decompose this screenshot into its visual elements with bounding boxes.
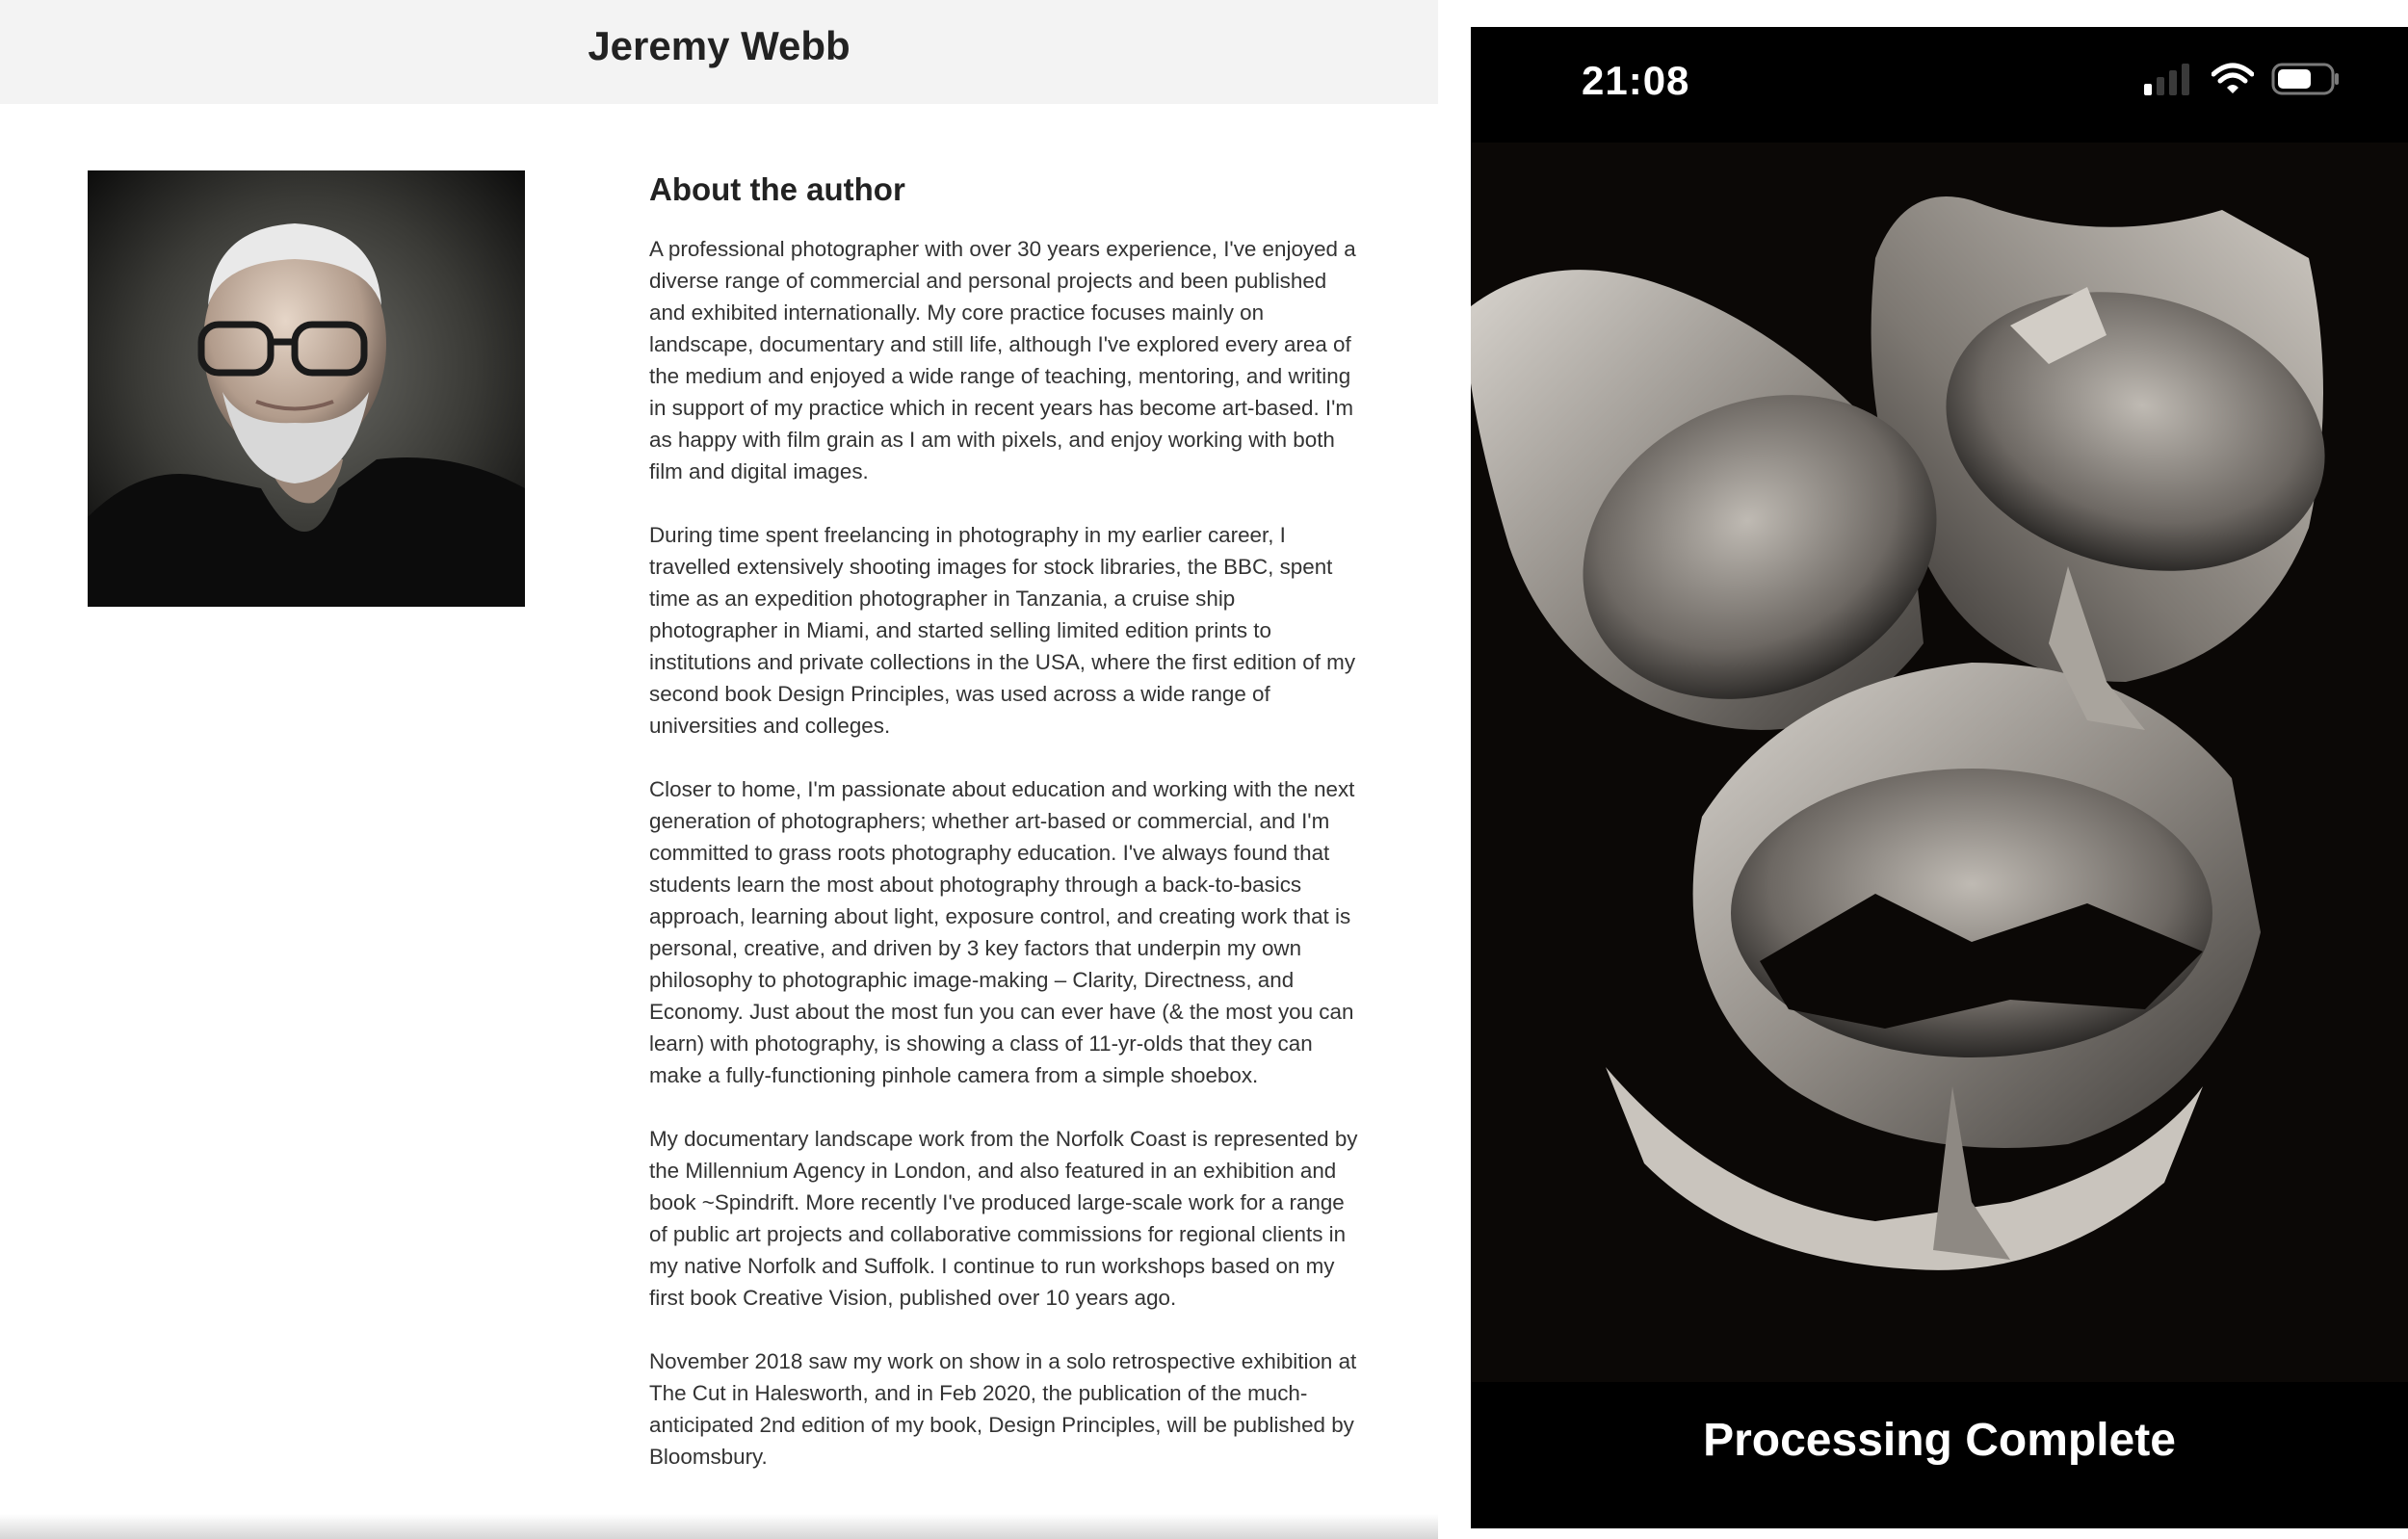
abstract-artwork xyxy=(1471,143,2408,1382)
about-paragraph: A professional photographer with over 30 years experience, I've enjoyed a diverse range of commercial and personal projects and been published and exhibited internationally. My core practice focuses mainly on landscape, documentary and still life, although I've explored every area of the medium and enjoyed a wide range of teaching, mentoring, and writing in support of my practice which in recent years has become art-based. I'm as happy with film grain as I am with pixels, and enjoy working with both film and digital images. xyxy=(649,237,1356,483)
about-paragraph: Closer to home, I'm passionate about education and working with the next generation of photographers; whether art-based or commercial, and I'm committed to grass roots photography education. I've always found that students learn the most about photography through a back-to-basics approach, learning about light, exposure control, and creating work that is personal, creative, and driven by 3 key factors that underpin my own philosophy to photographic image-making – Clarity, Directness, and Economy. Just about the most fun you can ever have (& the most you can learn) with photography, is showing a class of 11-yr-olds that they can make a fully-functioning pinhole camera from a simple shoebox. xyxy=(649,777,1355,1087)
author-photo xyxy=(88,170,525,607)
about-paragraph: November 2018 saw my work on show in a solo retrospective exhibition at The Cut in Halesworth, and in Feb 2020, the publication of the much-anticipated 2nd edition of my book, Design Principles, will be published by Bloomsbury. xyxy=(649,1349,1357,1469)
about-paragraph: During time spent freelancing in photography in my earlier career, I travelled extensively shooting images for stock libraries, the BBC, spent time as an expedition photographer in Tanzania, a cruise ship photographer in Miami, and started selling limited edition prints to institutions and private collections in the USA, where the first edition of my second book Design Principles, was used across a wide range of universities and colleges. xyxy=(649,523,1356,738)
wifi-icon xyxy=(2212,63,2254,100)
status-icons xyxy=(2144,62,2341,101)
page-header xyxy=(0,0,1438,104)
status-bar xyxy=(1471,27,2408,143)
battery-icon xyxy=(2271,62,2341,101)
cellular-signal-icon xyxy=(2144,63,2194,100)
bottom-fade xyxy=(0,1514,1438,1539)
about-section xyxy=(649,171,1362,1504)
phone-screenshot xyxy=(1471,27,2408,1528)
status-time: 21:08 xyxy=(1582,58,1690,103)
processing-caption: Processing Complete xyxy=(1703,1415,2176,1466)
about-heading: About the author xyxy=(649,171,905,207)
author-name: Jeremy Webb xyxy=(588,23,851,68)
about-paragraph: My documentary landscape work from the Norfolk Coast is represented by the Millennium Agency in London, and also featured in an exhibition and book ~Spindrift. More recently I've produced large-scale work for a range of public art projects and collaborative commissions for regional clients in my native Norfolk and Suffolk. I continue to run workshops based on my first book Creative Vision, published over 10 years ago. xyxy=(649,1127,1358,1310)
